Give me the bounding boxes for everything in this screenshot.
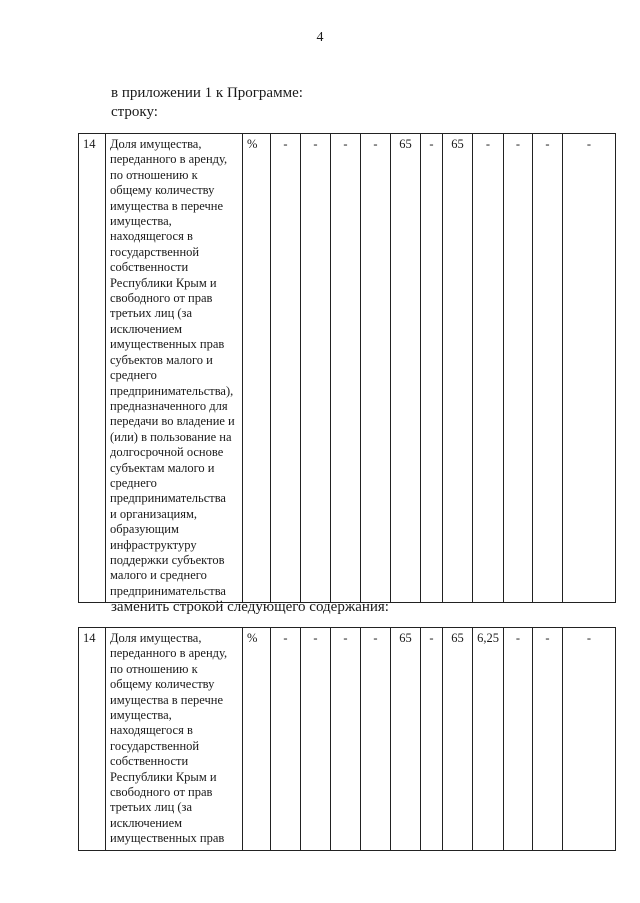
description-line: Доля имущества,: [110, 137, 202, 151]
indicator-description-cell: [106, 628, 243, 851]
description-line: передачи во владение и: [110, 414, 235, 429]
value-cell: -: [361, 134, 391, 603]
description-line: находящегося в: [110, 723, 193, 738]
value-cell: -: [533, 628, 563, 851]
description-line: собственности: [110, 754, 189, 769]
value-cell: -: [504, 134, 533, 603]
description-line: исключением: [110, 815, 183, 830]
value-cell: -: [301, 134, 331, 603]
value-cell: -: [504, 628, 533, 851]
value-cell: 65: [391, 628, 421, 851]
value-cell: -: [331, 628, 361, 851]
description-line: имущества в перечне: [110, 692, 224, 707]
description-line: предпринимательства: [110, 583, 226, 598]
page-number: 4: [316, 30, 324, 45]
description-line: третьих лиц (за: [110, 800, 193, 815]
description-line: долгосрочной основе: [110, 445, 224, 460]
value-cell: -: [301, 628, 331, 851]
intro-text: [111, 84, 303, 122]
description-line: Доля имущества,: [110, 631, 202, 645]
value-cell: -: [331, 134, 361, 603]
old-row-table: [78, 133, 616, 603]
intro-line-1: в приложении 1 к Программе:: [111, 85, 303, 101]
value-cell: -: [473, 134, 504, 603]
description-line: находящегося в: [110, 229, 193, 244]
description-line: общему количеству: [110, 677, 215, 692]
row-number-cell: 14: [79, 134, 106, 603]
unit-cell: %: [243, 628, 271, 851]
description-line: имущественных прав: [110, 337, 225, 352]
value-cell: -: [361, 628, 391, 851]
table-row: [79, 628, 616, 851]
replace-instruction: заменить строкой следующего содержания:: [111, 599, 389, 615]
value-cell: -: [271, 134, 301, 603]
description-line: государственной: [110, 244, 200, 259]
value-cell: -: [421, 628, 443, 851]
value-cell: 65: [391, 134, 421, 603]
description-line: переданного в аренду,: [110, 152, 228, 167]
description-line: имущества,: [110, 214, 172, 229]
value-cell: 65: [443, 628, 473, 851]
value-cell: -: [563, 134, 616, 603]
description-line: исключением: [110, 321, 183, 336]
value-cell: 65: [443, 134, 473, 603]
description-line: субъектов малого и: [110, 352, 213, 367]
value-cell: -: [421, 134, 443, 603]
description-line: (или) в пользование на: [110, 429, 232, 444]
value-cell: 6,25: [473, 628, 504, 851]
indicator-description-cell: [106, 134, 243, 603]
description-line: общему количеству: [110, 183, 215, 198]
value-cell: -: [563, 628, 616, 851]
description-line: инфраструктуру: [110, 537, 197, 552]
description-line: свободного от прав: [110, 291, 213, 306]
description-line: имущества в перечне: [110, 198, 224, 213]
description-line: Республики Крым и: [110, 275, 217, 290]
description-line: образующим: [110, 522, 179, 537]
row-number-cell: 14: [79, 628, 106, 851]
description-line: предназначенного для: [110, 398, 228, 413]
description-line: имущественных прав: [110, 831, 225, 846]
description-line: среднего: [110, 368, 157, 383]
description-line: государственной: [110, 738, 200, 753]
description-line: третьих лиц (за: [110, 306, 193, 321]
description-line: свободного от прав: [110, 785, 213, 800]
table-row: [79, 134, 616, 603]
new-row-table: [78, 627, 616, 851]
description-line: предпринимательства),: [110, 383, 234, 398]
description-line: субъектам малого и: [110, 460, 215, 475]
description-line: и организациям,: [110, 506, 198, 521]
description-line: по отношению к: [110, 661, 198, 676]
description-line: поддержки субъектов: [110, 552, 225, 567]
value-cell: -: [533, 134, 563, 603]
description-line: малого и среднего: [110, 568, 207, 583]
description-line: по отношению к: [110, 167, 198, 182]
description-line: переданного в аренду,: [110, 646, 228, 661]
value-cell: -: [271, 628, 301, 851]
description-line: собственности: [110, 260, 189, 275]
intro-line-2: строку:: [111, 104, 158, 120]
description-line: предпринимательства: [110, 491, 226, 506]
description-line: Республики Крым и: [110, 769, 217, 784]
description-line: имущества,: [110, 708, 172, 723]
unit-cell: %: [243, 134, 271, 603]
description-line: среднего: [110, 475, 157, 490]
